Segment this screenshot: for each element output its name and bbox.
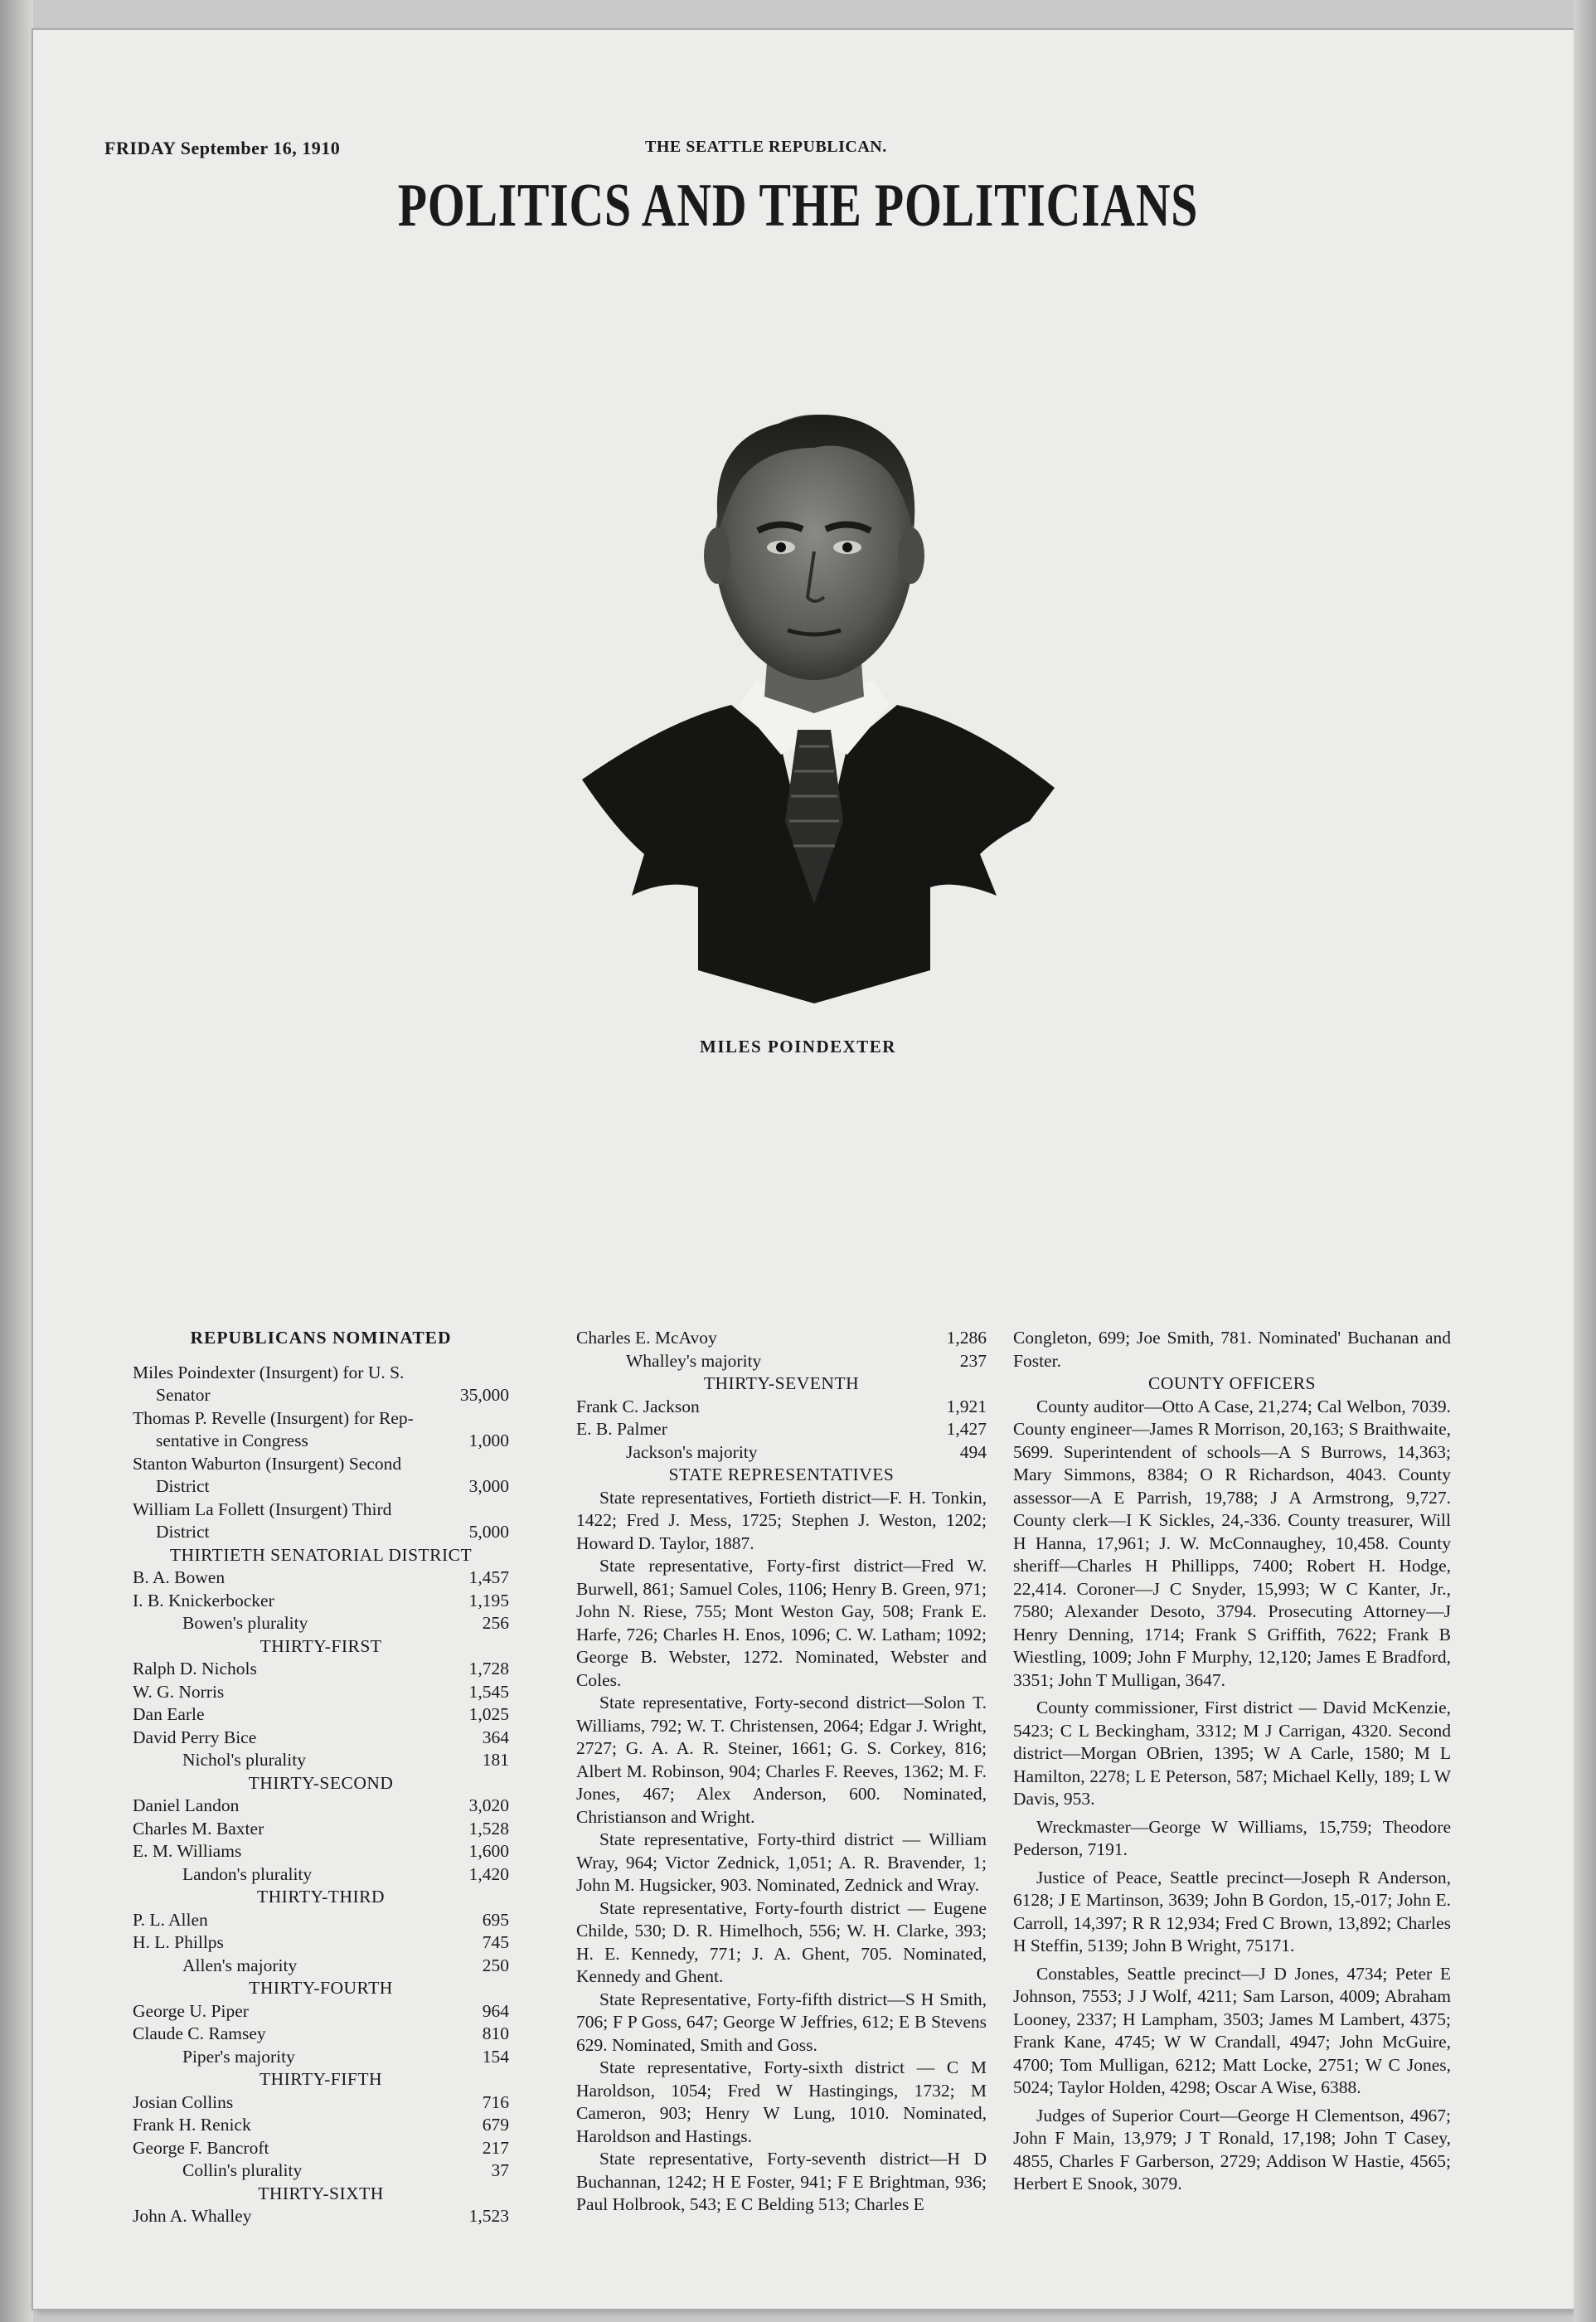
paragraph: State representative, Forty-second district—Solon T. Williams, 792; W. T. Christensen, 2064; Edgar J. Wright, 2727; G. A. A. R. Steiner, 1661; G. S. Corkey, 816; Albert M. Robinson, 904; Charles F. Reeves, 1362; M. F. Jones, 467; Alex Anderson, 600. Nominated, Christianson and Wright. — [576, 1693, 987, 1827]
result-row: John A. Whalley 1,523 — [133, 2206, 509, 2226]
result-row: Frank C. Jackson 1,921 — [576, 1396, 987, 1416]
dateline: FRIDAY September 16, 1910 — [104, 138, 341, 158]
result-row: I. B. Knickerbocker 1,195 — [133, 1590, 509, 1610]
nominee-entry: Thomas P. Revelle (Insurgent) for Rep- sentative in Congress 1,000 — [133, 1407, 509, 1450]
district-title: THIRTY-SIXTH — [258, 2183, 384, 2203]
paragraph: State representatives, Fortieth district—F. H. Tonkin, 1422; Fred J. Mess, 1725; Stephen J. Weston, 1202; Howard D. Taylor, 1887. — [576, 1487, 987, 1553]
result-row: Dan Earle 1,025 — [133, 1704, 509, 1724]
scanner-left-edge — [0, 0, 33, 2322]
section-title: COUNTY OFFICERS — [1147, 1373, 1317, 1393]
result-row: Piper's majority 154 — [182, 2046, 509, 2067]
result-row: Ralph D. Nichols 1,728 — [133, 1659, 509, 1678]
result-row: David Perry Bice 364 — [133, 1727, 509, 1747]
portrait-illustration — [565, 390, 1063, 1037]
paragraph: Wreckmaster—George W Williams, 15,759; Theodore Pederson, 7191. — [1013, 1816, 1451, 1859]
result-row: Landon's plurality 1,420 — [182, 1863, 509, 1884]
paragraph: State Representative, Forty-fifth district—S H Smith, 706; F P Goss, 647; George W Jeffries, 612; E B Stevens 629. Nominated, Smith and Goss. — [576, 1989, 987, 2055]
paragraph: State representative, Forty-fourth district — Eugene Childe, 530; D. R. Himelhoch, 556; W. H. Clarke, 393; H. E. Kennedy, 771; J. A. Ghent, 705. Nominated, Kennedy and Ghent. — [576, 1897, 987, 1986]
result-row: Josian Collins 716 — [133, 2091, 509, 2112]
result-row: P. L. Allen 695 — [133, 1909, 509, 1930]
result-row: E. B. Palmer 1,427 — [576, 1419, 987, 1439]
paragraph: Justice of Peace, Seattle precinct—Joseph R Anderson, 6128; J E Martinson, 3639; John B Gordon, 15,-017; John E. Carroll, 14,397; R R 12,934; Fred C Brown, 13,892; Charles H Steffin, 5139; John B Wright, 75171. — [1013, 1867, 1451, 1955]
result-row: Frank H. Renick 679 — [133, 2115, 509, 2135]
district-title: THIRTY-THIRD — [257, 1887, 385, 1907]
district-title: THIRTY-FIRST — [260, 1635, 382, 1656]
result-row: Daniel Landon 3,020 — [133, 1795, 509, 1815]
result-row: H. L. Phillps 745 — [133, 1932, 509, 1952]
nominee-entry: William La Follett (Insurgent) Third District 5,000 — [133, 1499, 509, 1542]
district-title: THIRTIETH SENATORIAL DISTRICT — [169, 1544, 473, 1565]
column-republicans-nominated — [133, 1327, 509, 2228]
district-title: THIRTY-SECOND — [248, 1772, 394, 1793]
result-row: Allen's majority 250 — [182, 1955, 509, 1975]
paragraph: State representative, Forty-third district — William Wray, 964; Victor Zednick, 1,051; A. R. Bravender, 1; John M. Hugsicker, 903. Nominated, Zednick and Wray. — [576, 1829, 987, 1895]
column-county-officers — [1013, 1327, 1451, 2196]
column-state-representatives — [576, 1327, 987, 2217]
page-header — [65, 104, 1521, 158]
district-title: THIRTY-SEVENTH — [703, 1373, 860, 1393]
page-title: POLITICS AND THE POLITICIANS — [397, 172, 1199, 240]
section-title: REPUBLICANS NOMINATED — [190, 1328, 452, 1348]
portrait-caption: MILES POINDEXTER — [700, 1037, 896, 1057]
result-row: Charles E. McAvoy 1,286 — [576, 1328, 987, 1348]
district-title: THIRTY-FOURTH — [249, 1978, 393, 1998]
paragraph: Congleton, 699; Joe Smith, 781. Nominated' Buchanan and Foster. — [1013, 1328, 1451, 1371]
result-row: Bowen's plurality 256 — [182, 1613, 509, 1633]
nominee-entry: Miles Poindexter (Insurgent) for U. S. Senator 35,000 — [133, 1362, 509, 1405]
result-row: E. M. Williams 1,600 — [133, 1841, 509, 1861]
result-row: George F. Bancroft 217 — [133, 2137, 509, 2158]
result-row: Charles M. Baxter 1,528 — [133, 1818, 509, 1839]
nominee-entry: Stanton Waburton (Insurgent) Second District 3,000 — [133, 1453, 509, 1496]
scanner-right-edge — [1574, 0, 1596, 2322]
section-title: STATE REPRESENTATIVES — [668, 1465, 895, 1484]
paragraph: Constables, Seattle precinct—J D Jones, 4734; Peter E Johnson, 7553; J J Wolf, 4211; Sam Larson, 4009; Abraham Looney, 2337; H Lampham, 3503; James M Lambert, 4375; Frank Kane, 4745; W W Crandall, 4947; John McGuire, 4700; Tom Mulligan, 6212; Matt Locke, 2751; W C Jones, 5024; Taylor Holden, 4298; Oscar A Wise, 6388. — [1013, 1963, 1451, 2097]
result-row: Claude C. Ramsey 810 — [133, 2023, 509, 2043]
result-row: George U. Piper 964 — [133, 2000, 509, 2021]
result-row: W. G. Norris 1,545 — [133, 1681, 509, 1702]
portrait-photo — [565, 390, 1063, 1037]
paragraph: Judges of Superior Court—George H Clementson, 4967; John F Main, 13,979; J T Ronald, 17,198; John T Casey, 4855, Charles F Garberson, 2729; Addison W Hastie, 4565; Herbert E Snook, 3079. — [1013, 2105, 1451, 2193]
result-row: Nichol's plurality 181 — [182, 1750, 509, 1770]
paragraph: State representative, Forty-sixth district — C M Haroldson, 1054; Fred W Hastingings, 1732; M Cameron, 903; Henry W Lung, 1010. Nominated, Haroldson and Hastings. — [576, 2057, 987, 2146]
paragraph: County auditor—Otto A Case, 21,274; Cal Welbon, 7039. County engineer—James R Morrison, 20,163; S Braithwaite, 5699. Superintendent of schools—A S Burrows, 14,363; Mary Simmons, 8384; O R Richardson, 4043. County assessor—A E Parrish, 19,788; J A Armstrong, 9,727. County clerk—I K Sickles, 24,-336. County treasurer, Will H Hanna, 17,961; J. W. McConnaughey, 10,458. County sheriff—Charles H Phillipps, 7400; Robert H. Hodge, 22,414. Coroner—J C Snyder, 15,993; W C Kanter, Jr., 7580; Alexander Desoto, 3794. Prosecuting Attorney—J Henry Denning, 1714; Frank S Griffith, 7622; Frank B Wiestling, 1009; John F Murphy, 12,120; James E Bradford, 3351; John T Mulligan, 3647. — [1013, 1396, 1451, 1690]
result-row: Collin's plurality 37 — [182, 2160, 509, 2180]
paper-name: THE SEATTLE REPUBLICAN. — [645, 138, 887, 156]
paragraph: State representative, Forty-first district—Fred W. Burwell, 861; Samuel Coles, 1106; Henry B. Green, 971; John N. Riese, 755; Mont Weston Gay, 508; Frank E. Harfe, 726; Charles H. Enos, 1096; C. W. Latham; 1092; George B. Webster, 1272. Nominated, Webster and Coles. — [576, 1556, 987, 1690]
district-title: THIRTY-FIFTH — [259, 2069, 383, 2089]
paragraph: State representative, Forty-seventh district—H D Buchannan, 1242; H E Foster, 941; F E Brightman, 936; Paul Holbrook, 543; E C Belding 513; Charles E — [576, 2149, 987, 2214]
result-row: Whalley's majority 237 — [626, 1350, 987, 1371]
paragraph: County commissioner, First district — David McKenzie, 5423; C L Beckingham, 3312; M J Carrigan, 4320. Second district—Morgan OBrien, 1395; W A Carle, 1580; M L Hamilton, 2278; L E Peterson, 587; Michael Kelly, 189; L W Davis, 953. — [1013, 1698, 1451, 1809]
result-row: Jackson's majority 494 — [626, 1441, 987, 1462]
result-row: B. A. Bowen 1,457 — [133, 1567, 509, 1587]
